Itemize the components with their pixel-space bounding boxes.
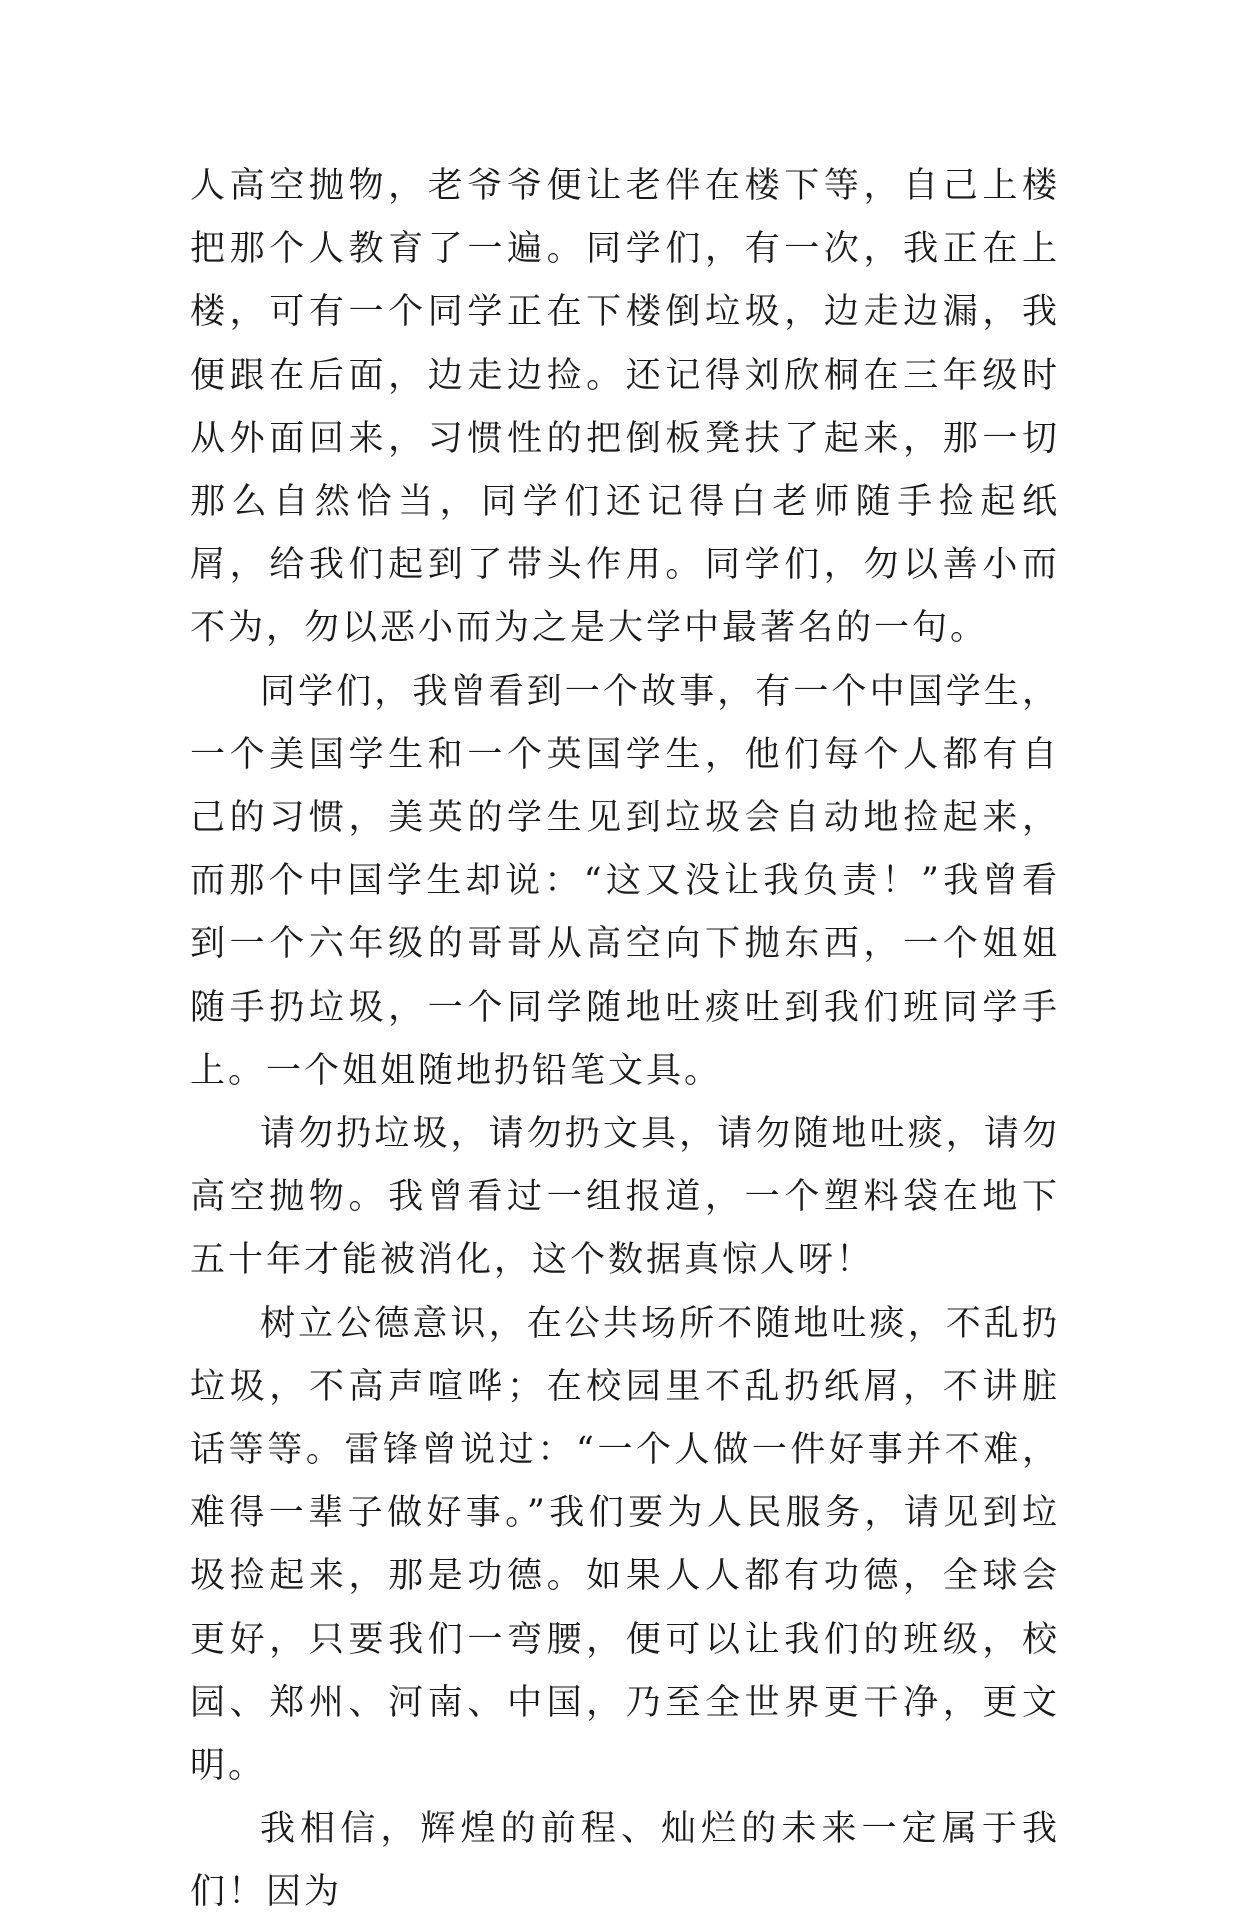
paragraph: 人高空抛物，老爷爷便让老伴在楼下等，自己上楼把那个人教育了一遍。同学们，有一次，我正在上楼，可有一个同学正在下楼倒垃圾，边走边漏，我便跟在后面，边走边捡。还记得刘欣桐在三年级时从外面回来，习惯性的把倒板凳扶了起来，那一切那么自然恰当，同学们还记得白老师随手捡起纸屑，给我们起到了带头作用。同学们，勿以善小而不为，勿以恶小而为之是大学中最著名的一句。 [190,166,1060,649]
paragraph: 我相信，辉煌的前程、灿烂的未来一定属于我们！因为 [190,1809,1060,1913]
body-text [190,155,1060,1925]
paragraph: 同学们，我曾看到一个故事，有一个中国学生，一个美国学生和一个英国学生，他们每个人都有自己的习惯，美英的学生见到垃圾会自动地捡起来，而那个中国学生却说：“这又没让我负责！”我曾看到一个六年级的哥哥从高空向下抛东西，一个姐姐随手扔垃圾，一个同学随地吐痰吐到我们班同学手上。一个姐姐随地扔铅笔文具。 [190,671,1060,1091]
paragraph: 请勿扔垃圾，请勿扔文具，请勿随地吐痰，请勿高空抛物。我曾看过一组报道，一个塑料袋在地下五十年才能被消化，这个数据真惊人呀！ [190,1114,1060,1281]
paragraph: 树立公德意识，在公共场所不随地吐痰，不乱扔垃圾，不高声喧哗；在校园里不乱扔纸屑，不讲脏话等等。雷锋曾说过：“一个人做一件好事并不难，难得一辈子做好事。”我们要为人民服务，请见到垃圾捡起来，那是功德。如果人人都有功德，全球会更好，只要我们一弯腰，便可以让我们的班级，校园、郑州、河南、中国，乃至全世界更干净，更文明。 [190,1303,1060,1787]
